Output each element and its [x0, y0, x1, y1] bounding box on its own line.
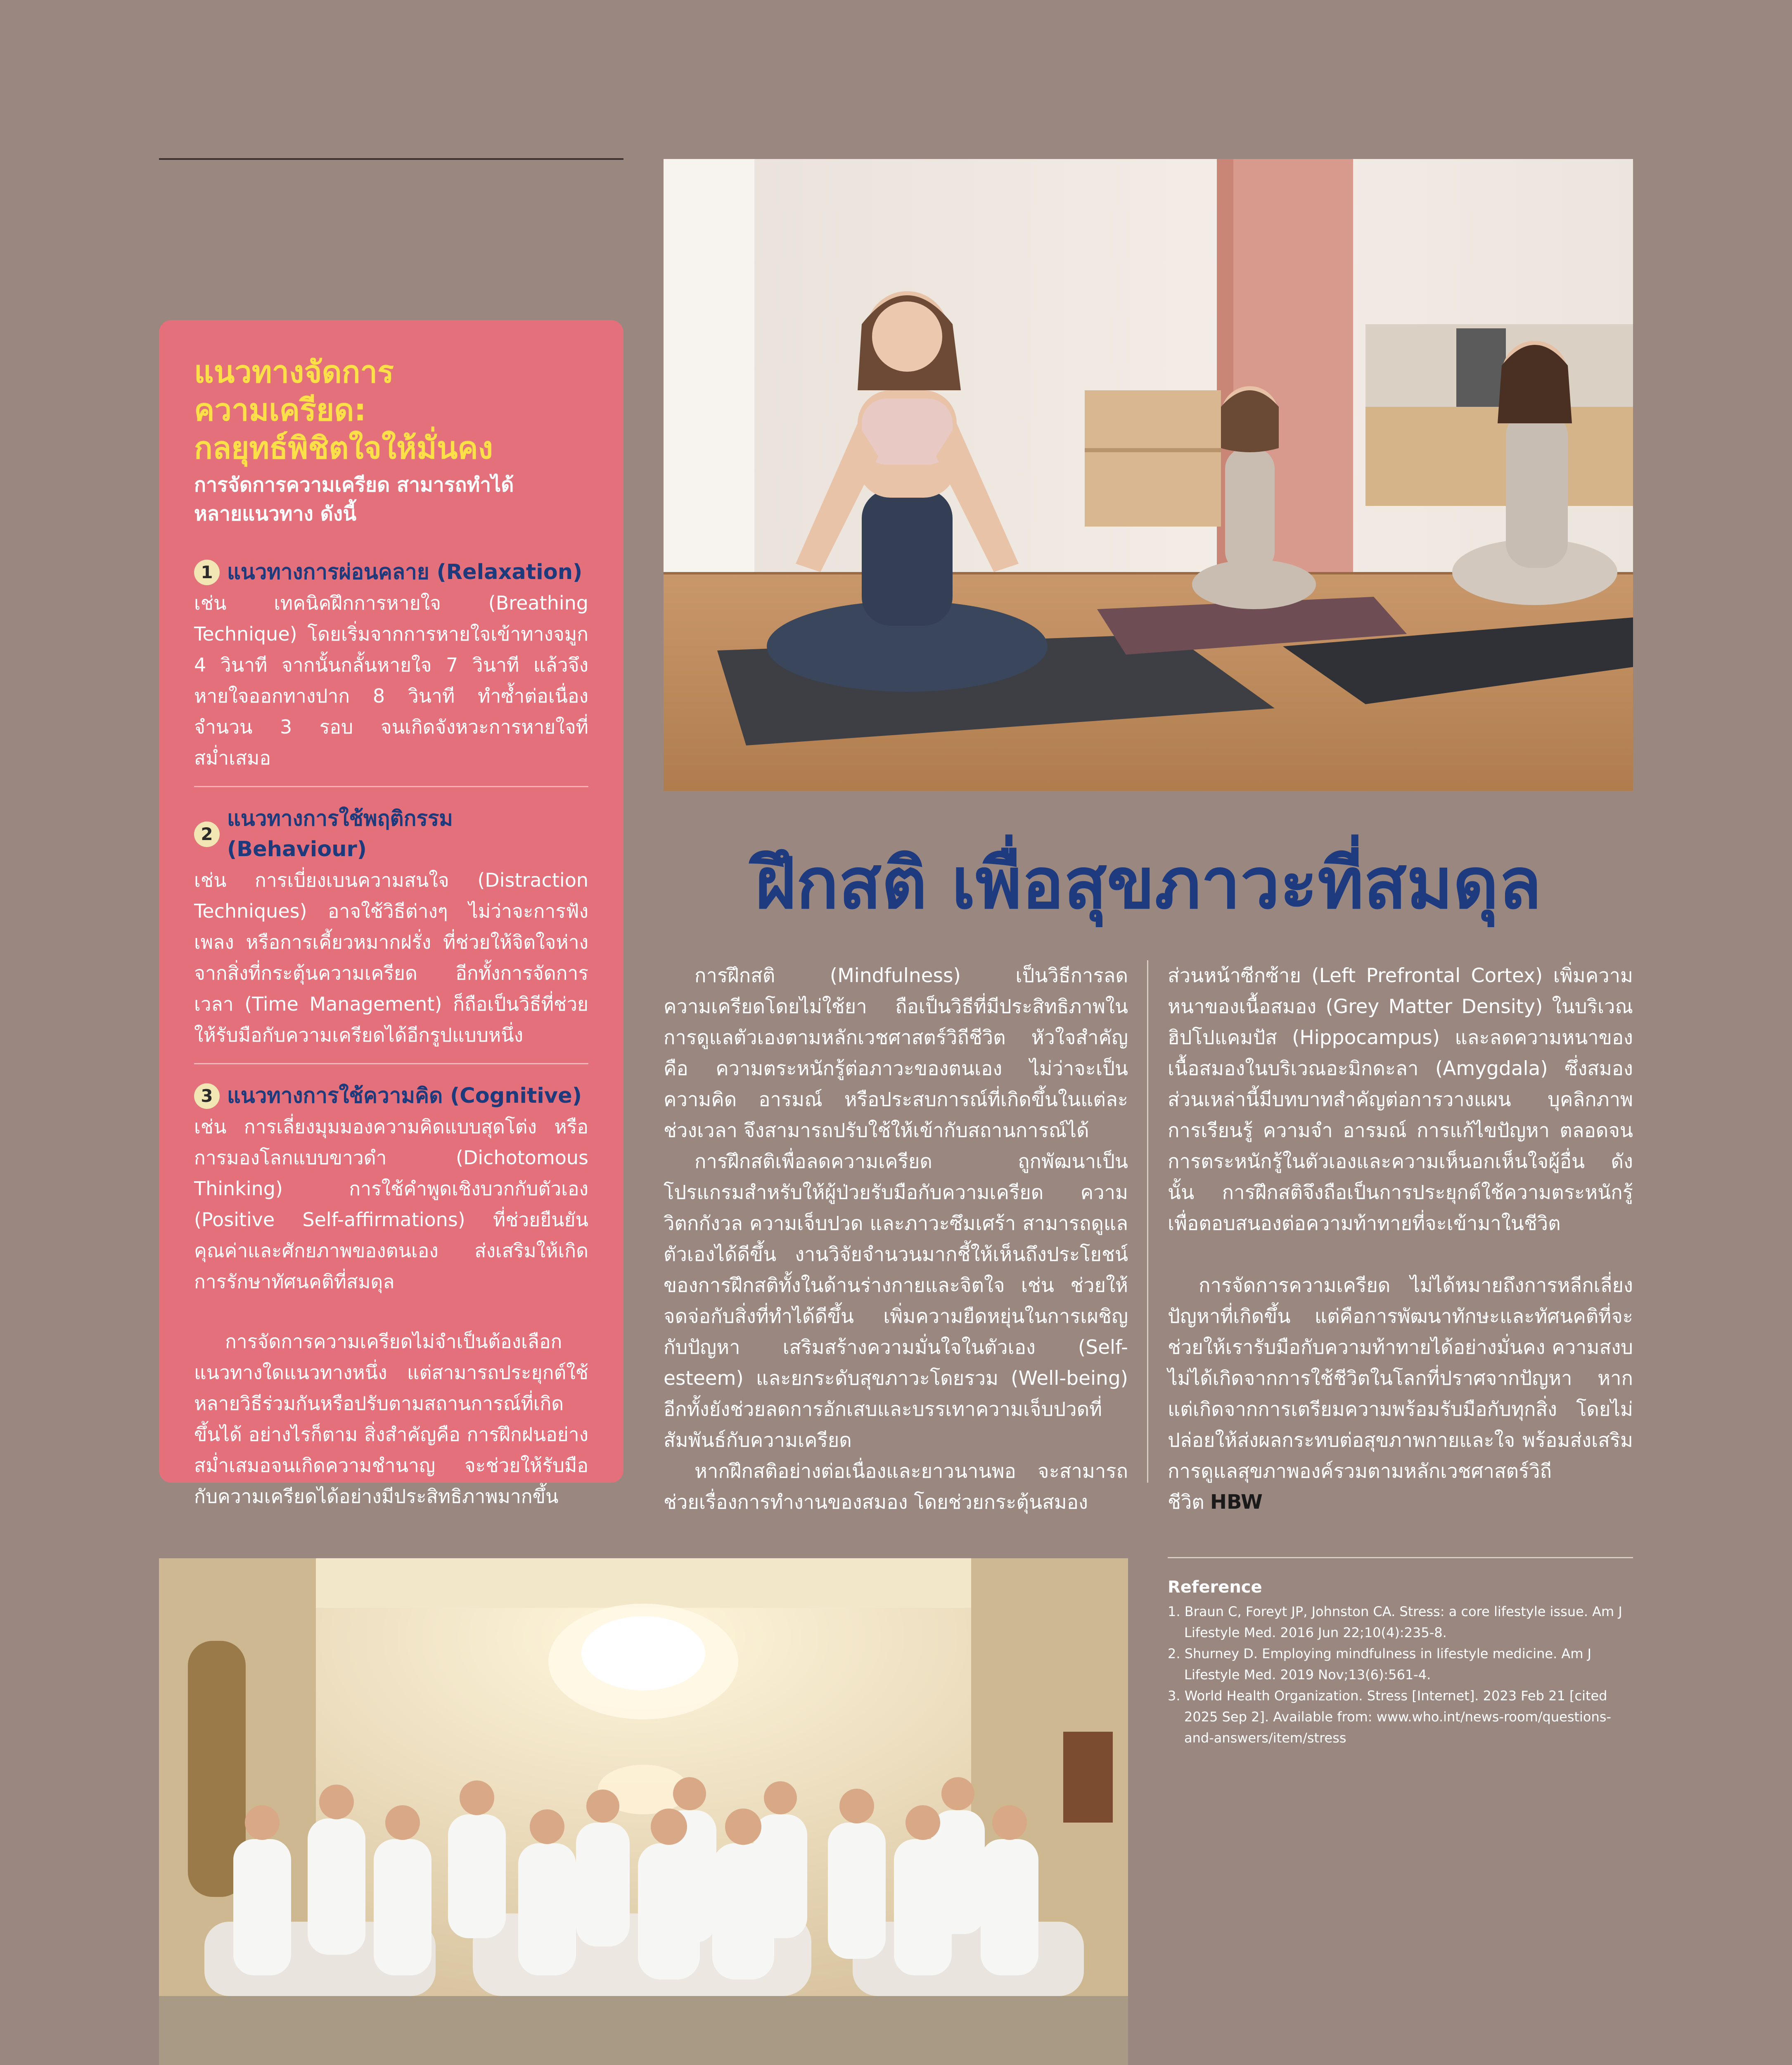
sidebar-subtitle: การจัดการความเครียด สามารถทำได้ หลายแนวทาง ดังนี้	[194, 473, 514, 525]
reference-top-rule	[1168, 1557, 1633, 1558]
reference-item: 1. Braun C, Foreyt JP, Johnston CA. Stress: a core lifestyle issue. Am J Lifestyle Med. 2016 Jun 22;10(4):235-8.	[1168, 1604, 1622, 1640]
method-heading-text: แนวทางการผ่อนคลาย (Relaxation)	[227, 560, 583, 584]
method-relaxation	[194, 557, 588, 774]
yoga-photo-illustration	[664, 159, 1633, 791]
method-body: เช่น เทคนิคฝึกการหายใจ (Breathing Technique) โดยเริ่มจากการหายใจเข้าทางจมูก 4 วินาที จากนั้นกลั้นหายใจ 7 วินาที แล้วจึงหายใจออกทางปาก 8 วินาที ทำซ้ำต่อเนื่องจำนวน 3 รอบ จนเกิดจังหวะการหายใจที่สม่ำเสมอ	[194, 592, 588, 769]
article-paragraph: การฝึกสติ (Mindfulness) เป็นวิธีการลดความเครียดโดยไม่ใช้ยา ถือเป็นวิธีที่มีประสิทธิภาพในการดูแลตัวเองตามหลักเวชศาสตร์วิถีชีวิต หัวใจสำคัญคือ ความตระหนักรู้ต่อภาวะของตนเอง ไม่ว่าจะเป็นความคิด อารมณ์ หรือประสบการณ์ที่เกิดขึ้นในแต่ละช่วงเวลา จึงสามารถปรับใช้ให้เข้ากับสถานการณ์ได้	[664, 964, 1128, 1142]
reference-heading: Reference	[1168, 1578, 1262, 1597]
method-cognitive	[194, 1063, 588, 1297]
article-paragraph: การฝึกสติเพื่อลดความเครียด ถูกพัฒนาเป็นโปรแกรมสำหรับให้ผู้ป่วยรับมือกับความเครียด ความวิตกกังวล ความเจ็บปวด และภาวะซึมเศร้า สามารถดูแลตัวเองได้ดีขึ้น งานวิจัยจำนวนมากชี้ให้เห็นถึงประโยชน์ของการฝึกสติทั้งในด้านร่างกายและจิตใจ เช่น ช่วยให้จดจ่อกับสิ่งที่ทำได้ดีขึ้น เพิ่มความยืดหยุ่นในการเผชิญกับปัญหา เสริมสร้างความมั่นใจในตัวเอง (Self-esteem) และยกระดับสุขภาวะโดยรวม (Well-being) อีกทั้งยังช่วยลดการอักเสบและบรรเทาความเจ็บปวดที่สัมพันธ์กับความเครียด	[664, 1150, 1128, 1452]
method-heading-text: แนวทางการใช้ความคิด (Cognitive)	[227, 1084, 582, 1108]
article-paragraph-text: การจัดการความเครียด ไม่ได้หมายถึงการหลีกเลี่ยงปัญหาที่เกิดขึ้น แต่คือการพัฒนาทักษะและทัศนคติที่จะช่วยให้เรารับมือกับความท้าทายได้อย่างมั่นคง ความสงบไม่ได้เกิดจากการใช้ชีวิตในโลกที่ปราศจากปัญหา หากแต่เกิดจากการเตรียมความพร้อมรับมือกับทุกสิ่ง โดยไม่ปล่อยให้ส่งผลกระทบต่อสุขภาพกายและใจ พร้อมส่งเสริมการดูแลสุขภาพองค์รวมตามหลักเวชศาสตร์วิถีชีวิต	[1168, 1274, 1633, 1514]
method-heading	[194, 1081, 588, 1111]
team-photo	[159, 1558, 1128, 2065]
method-number-badge: 2	[194, 821, 220, 847]
hbw-end-mark: HBW	[1210, 1491, 1263, 1514]
team-photo-illustration	[159, 1558, 1128, 2065]
method-heading	[194, 804, 588, 865]
method-behaviour	[194, 786, 588, 1051]
article-paragraph-last	[1168, 1270, 1633, 1518]
method-heading	[194, 557, 588, 588]
sidebar-closing-paragraph: การจัดการความเครียดไม่จำเป็นต้องเลือกแนวทางใดแนวทางหนึ่ง แต่สามารถประยุกต์ใช้หลายวิธีร่วมกันหรือปรับตามสถานการณ์ที่เกิดขึ้นได้ อย่างไรก็ตาม สิ่งสำคัญคือ การฝึกฝนอย่างสม่ำเสมอจนเกิดความชำนาญ จะช่วยให้รับมือกับความเครียดได้อย่างมีประสิทธิภาพมากขึ้น	[194, 1330, 588, 1507]
reference-item: 3. World Health Organization. Stress [Internet]. 2023 Feb 21 [cited 2025 Sep 2]. Available from: www.who.int/news-room/questions-and-answers/item/stress	[1168, 1688, 1611, 1746]
article-paragraph: ส่วนหน้าซีกซ้าย (Left Prefrontal Cortex) เพิ่มความหนาของเนื้อสมอง (Grey Matter Density) ในบริเวณฮิปโปแคมปัส (Hippocampus) และลดความหนาของเนื้อสมองในบริเวณอะมิกดะลา (Amygdala) ซึ่งสมองส่วนเหล่านี้มีบทบาทสำคัญต่อการวางแผน บุคลิกภาพ การเรียนรู้ ความจำ อารมณ์ การแก้ไขปัญหา ตลอดจนการตระหนักรู้ในตัวเองและความเห็นอกเห็นใจผู้อื่น ดังนั้น การฝึกสติจึงถือเป็นการประยุกต์ใช้ความตระหนักรู้เพื่อตอบสนองต่อความท้าทายที่จะเข้ามาในชีวิต	[1168, 964, 1633, 1235]
method-heading-text: แนวทางการใช้พฤติกรรม (Behaviour)	[227, 807, 453, 862]
article-paragraph: หากฝึกสติอย่างต่อเนื่องและยาวนานพอ จะสามารถช่วยเรื่องการทำงานของสมอง โดยช่วยกระตุ้นสมอง	[664, 1460, 1128, 1514]
article-column-2	[1168, 960, 1633, 1514]
method-number-badge: 3	[194, 1083, 220, 1109]
sidebar-card	[159, 320, 623, 1507]
method-body: เช่น การเลี่ยงมุมมองความคิดแบบสุดโต่ง หรือการมองโลกแบบขาวดำ (Dichotomous Thinking) การใช้คำพูดเชิงบวกกับตัวเอง (Positive Self-affirmations) ที่ช่วยยืนยันคุณค่าและศักยภาพของตนเอง ส่งเสริมให้เกิดการรักษาทัศนคติที่สมดุล	[194, 1116, 588, 1293]
method-body: เช่น การเบี่ยงเบนความสนใจ (Distraction Techniques) อาจใช้วิธีต่างๆ ไม่ว่าจะการฟังเพลง หรือการเคี้ยวหมากฝรั่ง ที่ช่วยให้จิตใจห่างจากสิ่งที่กระตุ้นความเครียด อีกทั้งการจัดการเวลา (Time Management) ก็ถือเป็นวิธีที่ช่วยให้รับมือกับความเครียดได้อีกรูปแบบหนึ่ง	[194, 869, 588, 1046]
reference-block	[1168, 1576, 1633, 1749]
yoga-class-photo	[664, 159, 1633, 791]
reference-item: 2. Shurney D. Employing mindfulness in lifestyle medicine. Am J Lifestyle Med. 2019 Nov;13(6):561-4.	[1168, 1646, 1592, 1683]
method-number-badge: 1	[194, 560, 220, 585]
top-rule	[159, 158, 623, 160]
reference-list	[1168, 1601, 1633, 1749]
article-column-1	[664, 960, 1128, 1514]
column-divider	[1147, 960, 1148, 1483]
sidebar-title: แนวทางจัดการ ความเครียด: กลยุทธ์พิชิตใจให้มั่นคง	[194, 354, 493, 466]
article-title: ฝึกสติ เพื่อสุขภาวะที่สมดุล	[755, 843, 1542, 925]
